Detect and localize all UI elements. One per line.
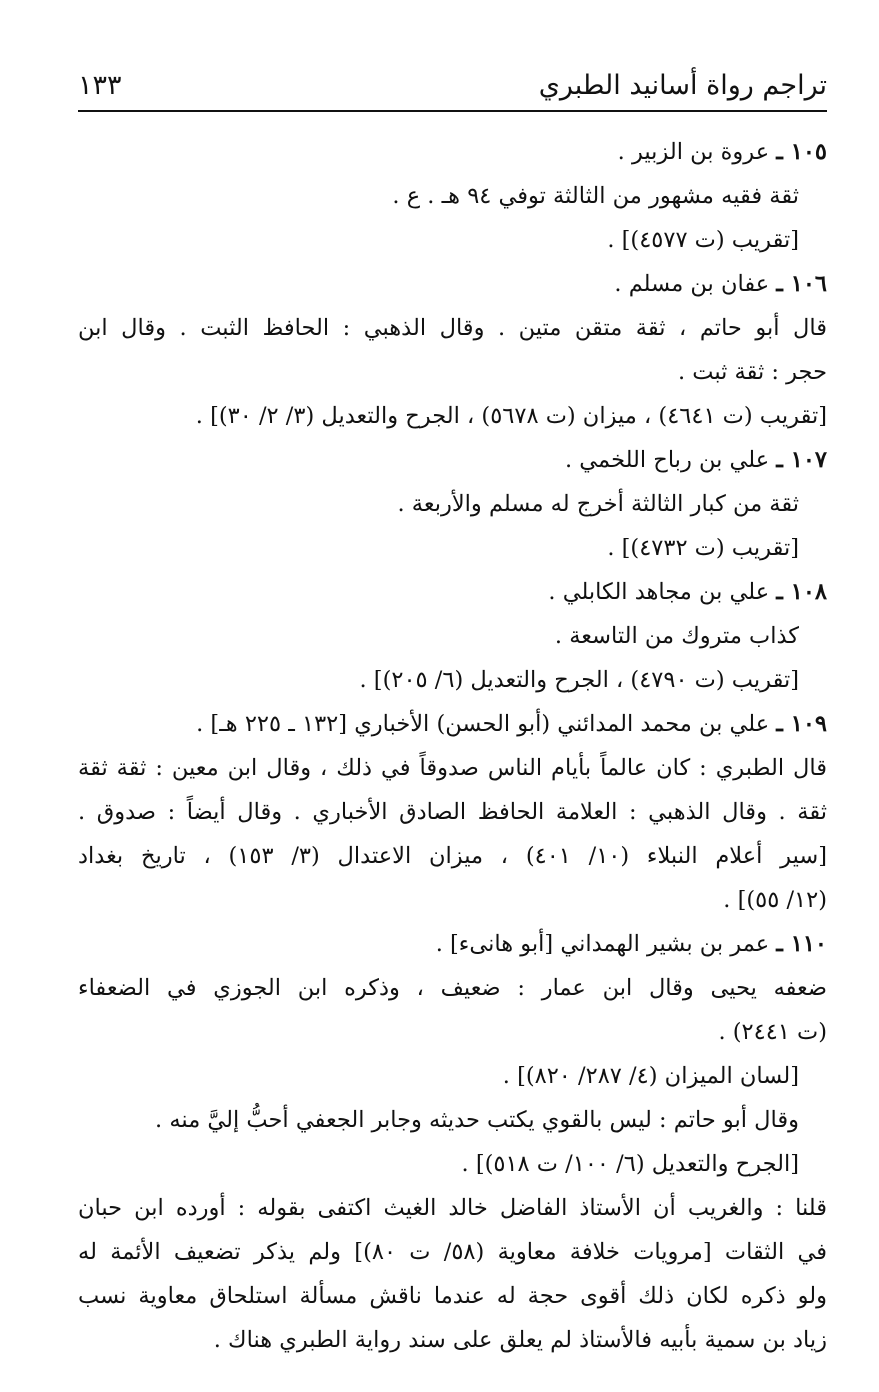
entry-line: (ت ٢٤٤١) . [718,1019,827,1045]
entry-name: عروة بن الزبير . [617,139,770,165]
running-title: تراجم رواة أسانيد الطبري [538,70,827,101]
entry-reference: [الجرح والتعديل (٦/ ١٠٠/ ت ٥١٨)] . [461,1151,799,1177]
entry-name: علي بن محمد المدائني (أبو الحسن) الأخباري [١٣٢ ـ ٢٢٥ هـ] . [196,711,770,737]
entry-reference: (١٢/ ٥٥)] . [723,887,827,913]
entry-reference: [لسان الميزان (٤/ ٢٨٧/ ٨٢٠)] . [502,1063,799,1089]
commentary-line: ولو ذكره لكان ذلك أقوى حجة له عندما ناقش مسألة استلحاق معاوية نسب [78,1283,827,1309]
entry-name: عمر بن بشير الهمداني [أبو هانىء] . [435,931,770,957]
entry-reference: [تقريب (ت ٤٧٣٢)] . [607,535,799,561]
commentary-line: قلنا : والغريب أن الأستاذ الفاضل خالد الغيث اكتفى بقوله : أورده ابن حبان [78,1195,827,1221]
entry-line: حجر : ثقة ثبت . [677,359,827,385]
entry-reference: [تقريب (ت ٤٧٩٠) ، الجرح والتعديل (٦/ ٢٠٥)] . [359,667,799,693]
entry-reference: [تقريب (ت ٤٥٧٧)] . [607,227,799,253]
entry-name: عفان بن مسلم . [614,271,770,297]
entry-number: ١٠٥ ـ [776,139,827,165]
entry-line: قال الطبري : كان عالماً بأيام الناس صدوقاً في ذلك ، وقال ابن معين : ثقة ثقة [78,755,827,781]
entry-line: ضعفه يحيى وقال ابن عمار : ضعيف ، وذكره ابن الجوزي في الضعفاء [78,975,827,1001]
entry-heading [78,702,827,746]
commentary-line: في الثقات [مرويات خلافة معاوية (٥٨/ ت ٨٠)] ولم يذكر تضعيف الأئمة له [78,1239,827,1265]
entry-number: ١٠٦ ـ [776,271,827,297]
entry-heading [78,262,827,306]
entry-number: ١٠٧ ـ [776,447,827,473]
entry-name: علي بن رباح اللخمي . [565,447,770,473]
entry-line: ثقة . وقال الذهبي : العلامة الحافظ الصادق الأخباري . وقال أيضاً : صدوق . [78,799,827,825]
page-body [78,130,827,1362]
commentary-line: زياد بن سمية بأبيه فالأستاذ لم يعلق على سند رواية الطبري هناك . [213,1327,827,1353]
entry-name: علي بن مجاهد الكابلي . [548,579,770,605]
entry-reference: [تقريب (ت ٤٦٤١) ، ميزان (ت ٥٦٧٨) ، الجرح والتعديل (٣/ ٢/ ٣٠)] . [195,403,827,429]
entry-line: ثقة من كبار الثالثة أخرج له مسلم والأربعة . [397,491,799,517]
entry-reference: [سير أعلام النبلاء (١٠/ ٤٠١) ، ميزان الاعتدال (٣/ ١٥٣) ، تاريخ بغداد [78,843,828,869]
page-number: ١٣٣ [78,70,122,101]
entry-line: وقال أبو حاتم : ليس بالقوي يكتب حديثه وجابر الجعفي أحبُّ إليَّ منه . [155,1107,799,1133]
entry-line: قال أبو حاتم ، ثقة متقن متين . وقال الذهبي : الحافظ الثبت . وقال ابن [78,315,827,341]
entry-number: ١٠٩ ـ [776,711,827,737]
entry-number: ١١٠ ـ [776,931,827,957]
entry-number: ١٠٨ ـ [776,579,827,605]
entry-line: ثقة فقيه مشهور من الثالثة توفي ٩٤ هـ . ع . [392,183,799,209]
entry-heading [78,130,827,174]
entry-heading [78,922,827,966]
entry-heading [78,438,827,482]
page-header [78,62,827,112]
entry-heading [78,570,827,614]
entry-line: كذاب متروك من التاسعة . [554,623,799,649]
